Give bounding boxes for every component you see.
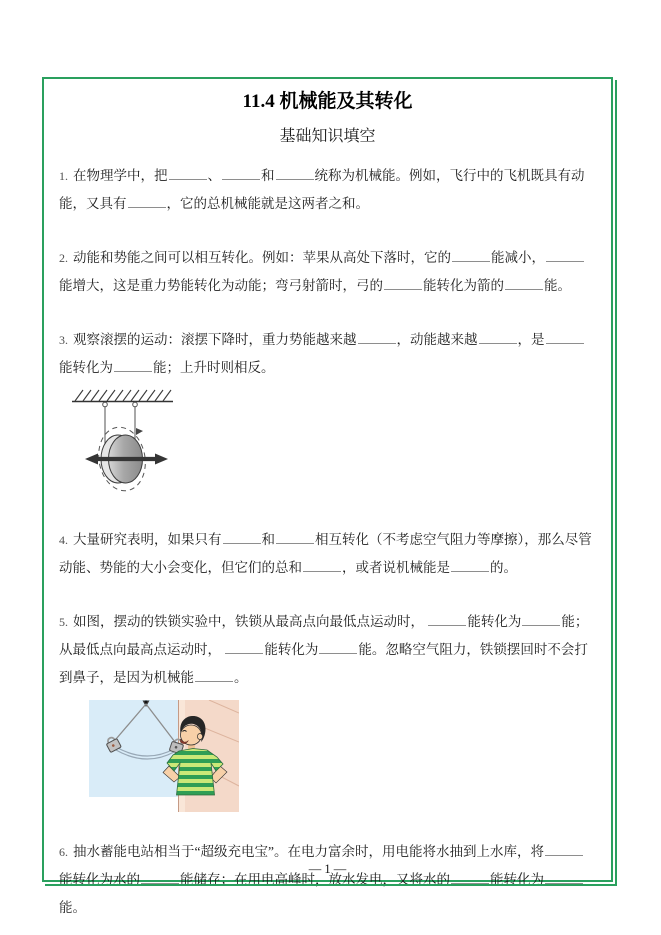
sky-background (89, 700, 178, 797)
blank-line (276, 532, 314, 544)
blank-line (546, 250, 584, 262)
blank-line (384, 278, 422, 290)
pendulum-demo-figure (89, 700, 239, 812)
blank-line (225, 642, 263, 654)
blank-line (114, 360, 152, 372)
question-1 (59, 162, 596, 218)
blank-line (546, 332, 584, 344)
string-hook-right (133, 402, 138, 407)
rolling-wheel-figure (67, 386, 187, 500)
question-text: 在物理学中，把 、 和 统称为机械能。例如，飞行中的飞机既具有动能，又具有 ，它的总机械能就是这两者之和。 (59, 168, 585, 211)
blank-line (452, 250, 490, 262)
page-subtitle: 基础知识填空 (279, 128, 376, 145)
question-2 (59, 244, 596, 300)
blank-line (522, 614, 560, 626)
blank-line (303, 560, 341, 572)
question-number: 2. (59, 251, 68, 265)
question-number: 5. (59, 615, 68, 629)
worksheet-page (42, 77, 613, 915)
question-text: 观察滚摆的运动：滚摆下降时，重力势能越来越 ，动能越来越 ，是能转化为 能；上升时则相反。 (59, 332, 585, 375)
blank-line (169, 168, 207, 180)
page-number: — 1 — (308, 862, 347, 876)
blank-line (276, 168, 314, 180)
question-text: 抽水蓄能电站相当于“超级充电宝”。在电力富余时，用电能将水抽到上水库，将能转化为水的 能储存；在用电高峰时，放水发电，又将水的 能转化为能。 (59, 844, 584, 915)
blank-line (358, 332, 396, 344)
question-text: 大量研究表明，如果只有 和 相互转化（不考虑空气阻力等摩擦），那么尽管动能、势能的大小会变化，但它们的总和 ，或者说机械能是 的。 (59, 532, 592, 575)
question-text: 动能和势能之间可以相互转化。例如：苹果从高处下落时，它的 能减小，能增大，这是重力势能转化为动能；弯弓射箭时，弓的 能转化为箭的 能。 (59, 250, 585, 293)
ceiling-hatch (72, 390, 173, 402)
blank-line (479, 332, 517, 344)
question-3 (59, 326, 596, 500)
blank-line (319, 642, 357, 654)
question-5 (59, 608, 596, 812)
question-number: 3. (59, 333, 68, 347)
question-text: 如图，摆动的铁锁实验中，铁锁从最高点向最低点运动时， 能转化为 能；从最低点向最高点运动时， 能转化为 能。忽略空气阻力，铁锁摆回时不会打到鼻子，是因为机械能 。 (59, 614, 589, 685)
blank-line (505, 278, 543, 290)
question-number: 1. (59, 169, 68, 183)
blank-line (545, 844, 583, 856)
question-number: 4. (59, 533, 68, 547)
page-title: 11.4 机械能及其转化 (242, 91, 413, 112)
question-6 (59, 838, 596, 922)
question-4 (59, 526, 596, 582)
string-hook-left (103, 402, 108, 407)
rotation-arrow (136, 428, 143, 435)
blank-line (451, 560, 489, 572)
question-number: 6. (59, 845, 68, 859)
blank-line (223, 532, 261, 544)
blank-line (222, 168, 260, 180)
blank-line (195, 670, 233, 682)
blank-line (128, 196, 166, 208)
blank-line (428, 614, 466, 626)
